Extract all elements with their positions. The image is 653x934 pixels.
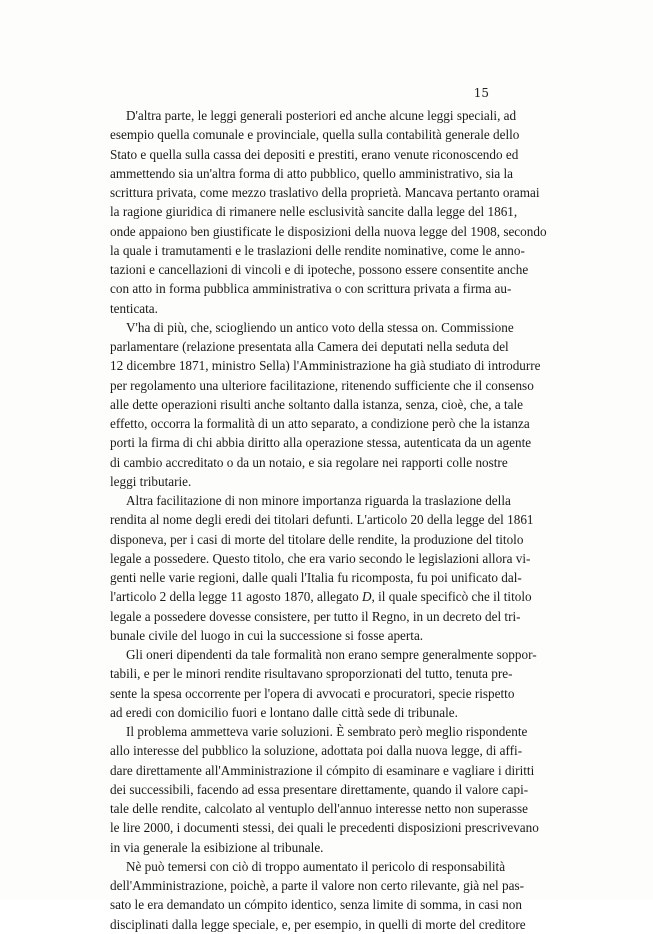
page-number: 15 — [473, 86, 489, 100]
text-line: porti la firma di chi abbia diritto alla operazione stessa, autenticata da un agente — [110, 435, 532, 451]
text-line: in via generale la esibizione al tribunale. — [110, 839, 324, 855]
text-line: Gli oneri dipendenti da tale formalità non erano sempre generalmente soppor- — [126, 647, 537, 662]
text-line: Stato e quella sulla cassa dei depositi e prestiti, erano venute riconoscendo ed — [110, 146, 519, 162]
text-line: D'altra parte, le leggi generali posteriori ed anche alcune leggi speciali, ad — [126, 108, 517, 123]
text-line: 12 dicembre 1871, ministro Sella) l'Amministrazione ha già studiato di introdurre — [110, 358, 541, 374]
text-line: tabili, e per le minori rendite risultavano sproporzionati del tutto, tenuta pre- — [110, 666, 513, 682]
text-line: la quale i tramutamenti e le traslazioni delle rendite nominative, come le anno- — [110, 242, 525, 258]
text-line: esempio quella comunale e provinciale, quella sulla contabilità generale dello — [110, 127, 520, 143]
text-line: le lire 2000, i documenti stessi, dei quali le precedenti disposizioni prescrivevano — [110, 820, 539, 836]
paragraph — [110, 645, 537, 722]
text-line: alle dette operazioni risulti anche soltanto dalla istanza, senza, cioè, che, a tale — [110, 396, 524, 412]
text-line: ad eredi con domicilio fuori e lontano dalle città sede di tribunale. — [110, 704, 458, 720]
paragraph — [110, 857, 526, 934]
text-line: dei successibili, facendo ad essa presentare direttamente, quando il valore capi- — [110, 781, 529, 797]
text-line: Il problema ammetteva varie soluzioni. È sembrato però meglio rispondente — [126, 724, 528, 739]
text-line: sente la spesa occorrente per l'opera di avvocati e procuratori, specie rispetto — [110, 685, 515, 701]
text-line: onde appaiono ben giustificate le disposizioni della nuova legge del 1908, secondo — [110, 223, 547, 239]
text-line: tale delle rendite, calcolato al ventuplo dell'annuo interesse netto non superasse — [110, 801, 529, 816]
text-line: la ragione giuridica di rimanere nelle esclusività sancite dalla legge del 1861, — [110, 204, 518, 220]
paragraph — [110, 106, 547, 318]
body-text — [110, 106, 547, 934]
text-line: allo interesse del pubblico la soluzione, adottata poi dalla nuova legge, di affi- — [110, 743, 523, 759]
text-line: ammettendo sia un'altra forma di atto pubblico, quello amministrativo, sia la — [110, 165, 514, 181]
text-line: sato le era demandato un cómpito identico, senza limite di somma, in casi non — [110, 897, 522, 913]
text-line: effetto, occorra la formalità di un atto separato, a condizione però che la istanza — [110, 416, 530, 431]
text-line: legale a possedere. Questo titolo, che era vario secondo le legislazioni allora vi- — [110, 550, 531, 566]
text-line: dell'Amministrazione, poichè, a parte il valore non certo rilevante, già nel pas- — [110, 878, 524, 893]
paragraph — [110, 318, 541, 491]
text-line: legale a possedere dovesse consistere, per tutto il Regno, in un decreto del tri- — [110, 608, 521, 624]
text-line: disponeva, per i casi di morte del titolare delle rendite, la produzione del titolo — [110, 531, 524, 547]
text-line: scrittura privata, come mezzo traslativo della proprietà. Mancava pertanto oramai — [110, 185, 540, 200]
text-line: V'ha di più, che, sciogliendo un antico voto della stessa on. Commissione — [126, 319, 514, 335]
paragraph — [110, 722, 539, 857]
text-line: rendita al nome degli eredi dei titolari defunti. L'articolo 20 della legge del 1861 — [110, 512, 534, 528]
text-line: bunale civile del luogo in cui la successione si fosse aperta. — [110, 627, 424, 643]
text-line: Nè può temersi con ciò di troppo aumentato il pericolo di responsabilità — [126, 858, 506, 874]
text-line: disciplinati dalla legge speciale, e, per esempio, in quelli di morte del creditore — [110, 916, 526, 932]
paragraph — [110, 491, 534, 645]
text-line: leggi tributarie. — [110, 473, 192, 489]
text-line: tazioni e cancellazioni di vincoli e di ipoteche, possono essere consentite anche — [110, 262, 529, 277]
text-line: dare direttamente all'Amministrazione il cómpito di esaminare e vagliare i diritti — [110, 762, 535, 778]
text-line: tenticata. — [110, 300, 158, 316]
text-line: Altra facilitazione di non minore importanza riguarda la traslazione della — [126, 493, 511, 508]
text-line: di cambio accreditato o da un notaio, e sia regolare nei rapporti colle nostre — [110, 454, 508, 470]
text-line: parlamentare (relazione presentata alla Camera dei deputati nella seduta del — [110, 339, 509, 354]
text-line: genti nelle varie regioni, dalle quali l'Italia fu ricomposta, fu poi unificato dal- — [110, 570, 522, 585]
text-line: per regolamento una ulteriore facilitazione, ritenendo sufficiente che il consenso — [110, 377, 534, 393]
text-line: l'articolo 2 della legge 11 agosto 1870, allegato D, il quale specificò che il titolo — [110, 589, 532, 605]
text-line: con atto in forma pubblica amministrativa o con scrittura privata a firma au- — [110, 281, 512, 297]
